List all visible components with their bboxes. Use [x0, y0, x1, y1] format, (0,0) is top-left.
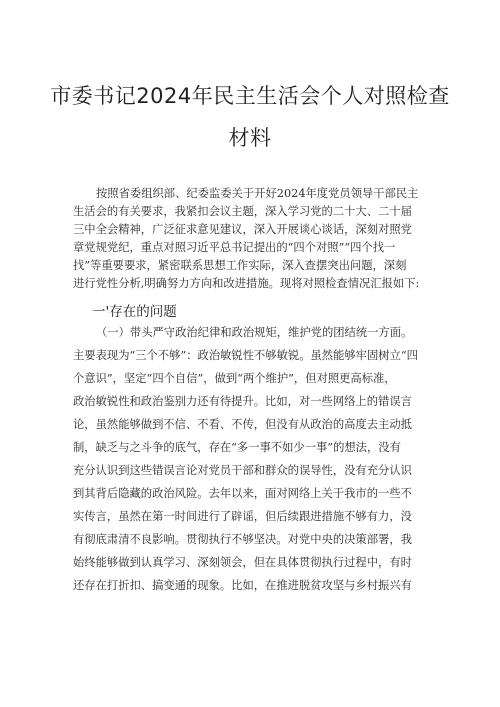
intro-line: 章党规党纪，重点对照习近平总书记提出的“四个对照”“四个找一 [73, 241, 396, 254]
body-line: 有彻底肃清不良影响。贯彻执行不够坚决。对党中央的决策部署，我 [73, 533, 412, 546]
body-line: 个意识”，坚定“四个自信”，做到“两个维护”，但对照更高标准， [73, 372, 396, 385]
intro-line: 生活会的有关要求，我紧扣会议主题，深入学习党的二十大、二十届 [73, 205, 412, 218]
body-line: 主要表现为“三个不够”：政治敏锐性不够敏锐。虽然能够牢固树立“四 [73, 349, 418, 362]
body-line: 制，缺乏与之斗争的底气，存在“多一事不如少一事”的想法，没有 [73, 441, 401, 454]
intro-line: 进行党性分析,明确努力方向和改进措施。现将对照检查情况汇报如下: [73, 277, 420, 290]
document-title-continued: 材料 [228, 126, 272, 150]
body-line: 到其背后隐藏的政治风险。去年以来，面对网络上关于我市的一些不 [73, 487, 412, 500]
intro-line: 三中全会精神，广泛征求意见建议，深入开展谈心谈话，深刻对照党 [73, 223, 412, 236]
body-line: 始终能够做到认真学习、深刻领会，但在具体贯彻执行过程中，有时 [73, 556, 412, 569]
body-line: 还存在打折扣、搞变通的现象。比如，在推进脱贫攻坚与乡村振兴有 [73, 579, 412, 592]
body-line: 充分认识到这些错误言论对党员干部和群众的误导性，没有充分认识 [73, 464, 412, 477]
document-title: 市委书记2024年民主生活会个人对照检查 [50, 84, 450, 108]
intro-line: 按照省委组织部、纪委监委关于开好2024年度党员领导干部民主 [96, 187, 419, 200]
section-heading: 一'存在的问题 [92, 304, 177, 320]
body-line: 政治敏锐性和政治鉴别力还有待提升。比如，对一些网络上的错误言 [73, 395, 412, 408]
body-line: 论，虽然能够做到不信、不看、不传，但没有从政治的高度去主动抵 [73, 418, 412, 431]
body-line: 实传言，虽然在第一时间进行了辟谣，但后续跟进措施不够有力，没 [73, 510, 412, 523]
body-line: （一）带头严守政治纪律和政治规矩，维护党的团结统一方面。 [96, 326, 413, 339]
intro-line: 找”等重要要求，紧密联系思想工作实际，深入查摆突出问题，深刻 [73, 259, 407, 272]
